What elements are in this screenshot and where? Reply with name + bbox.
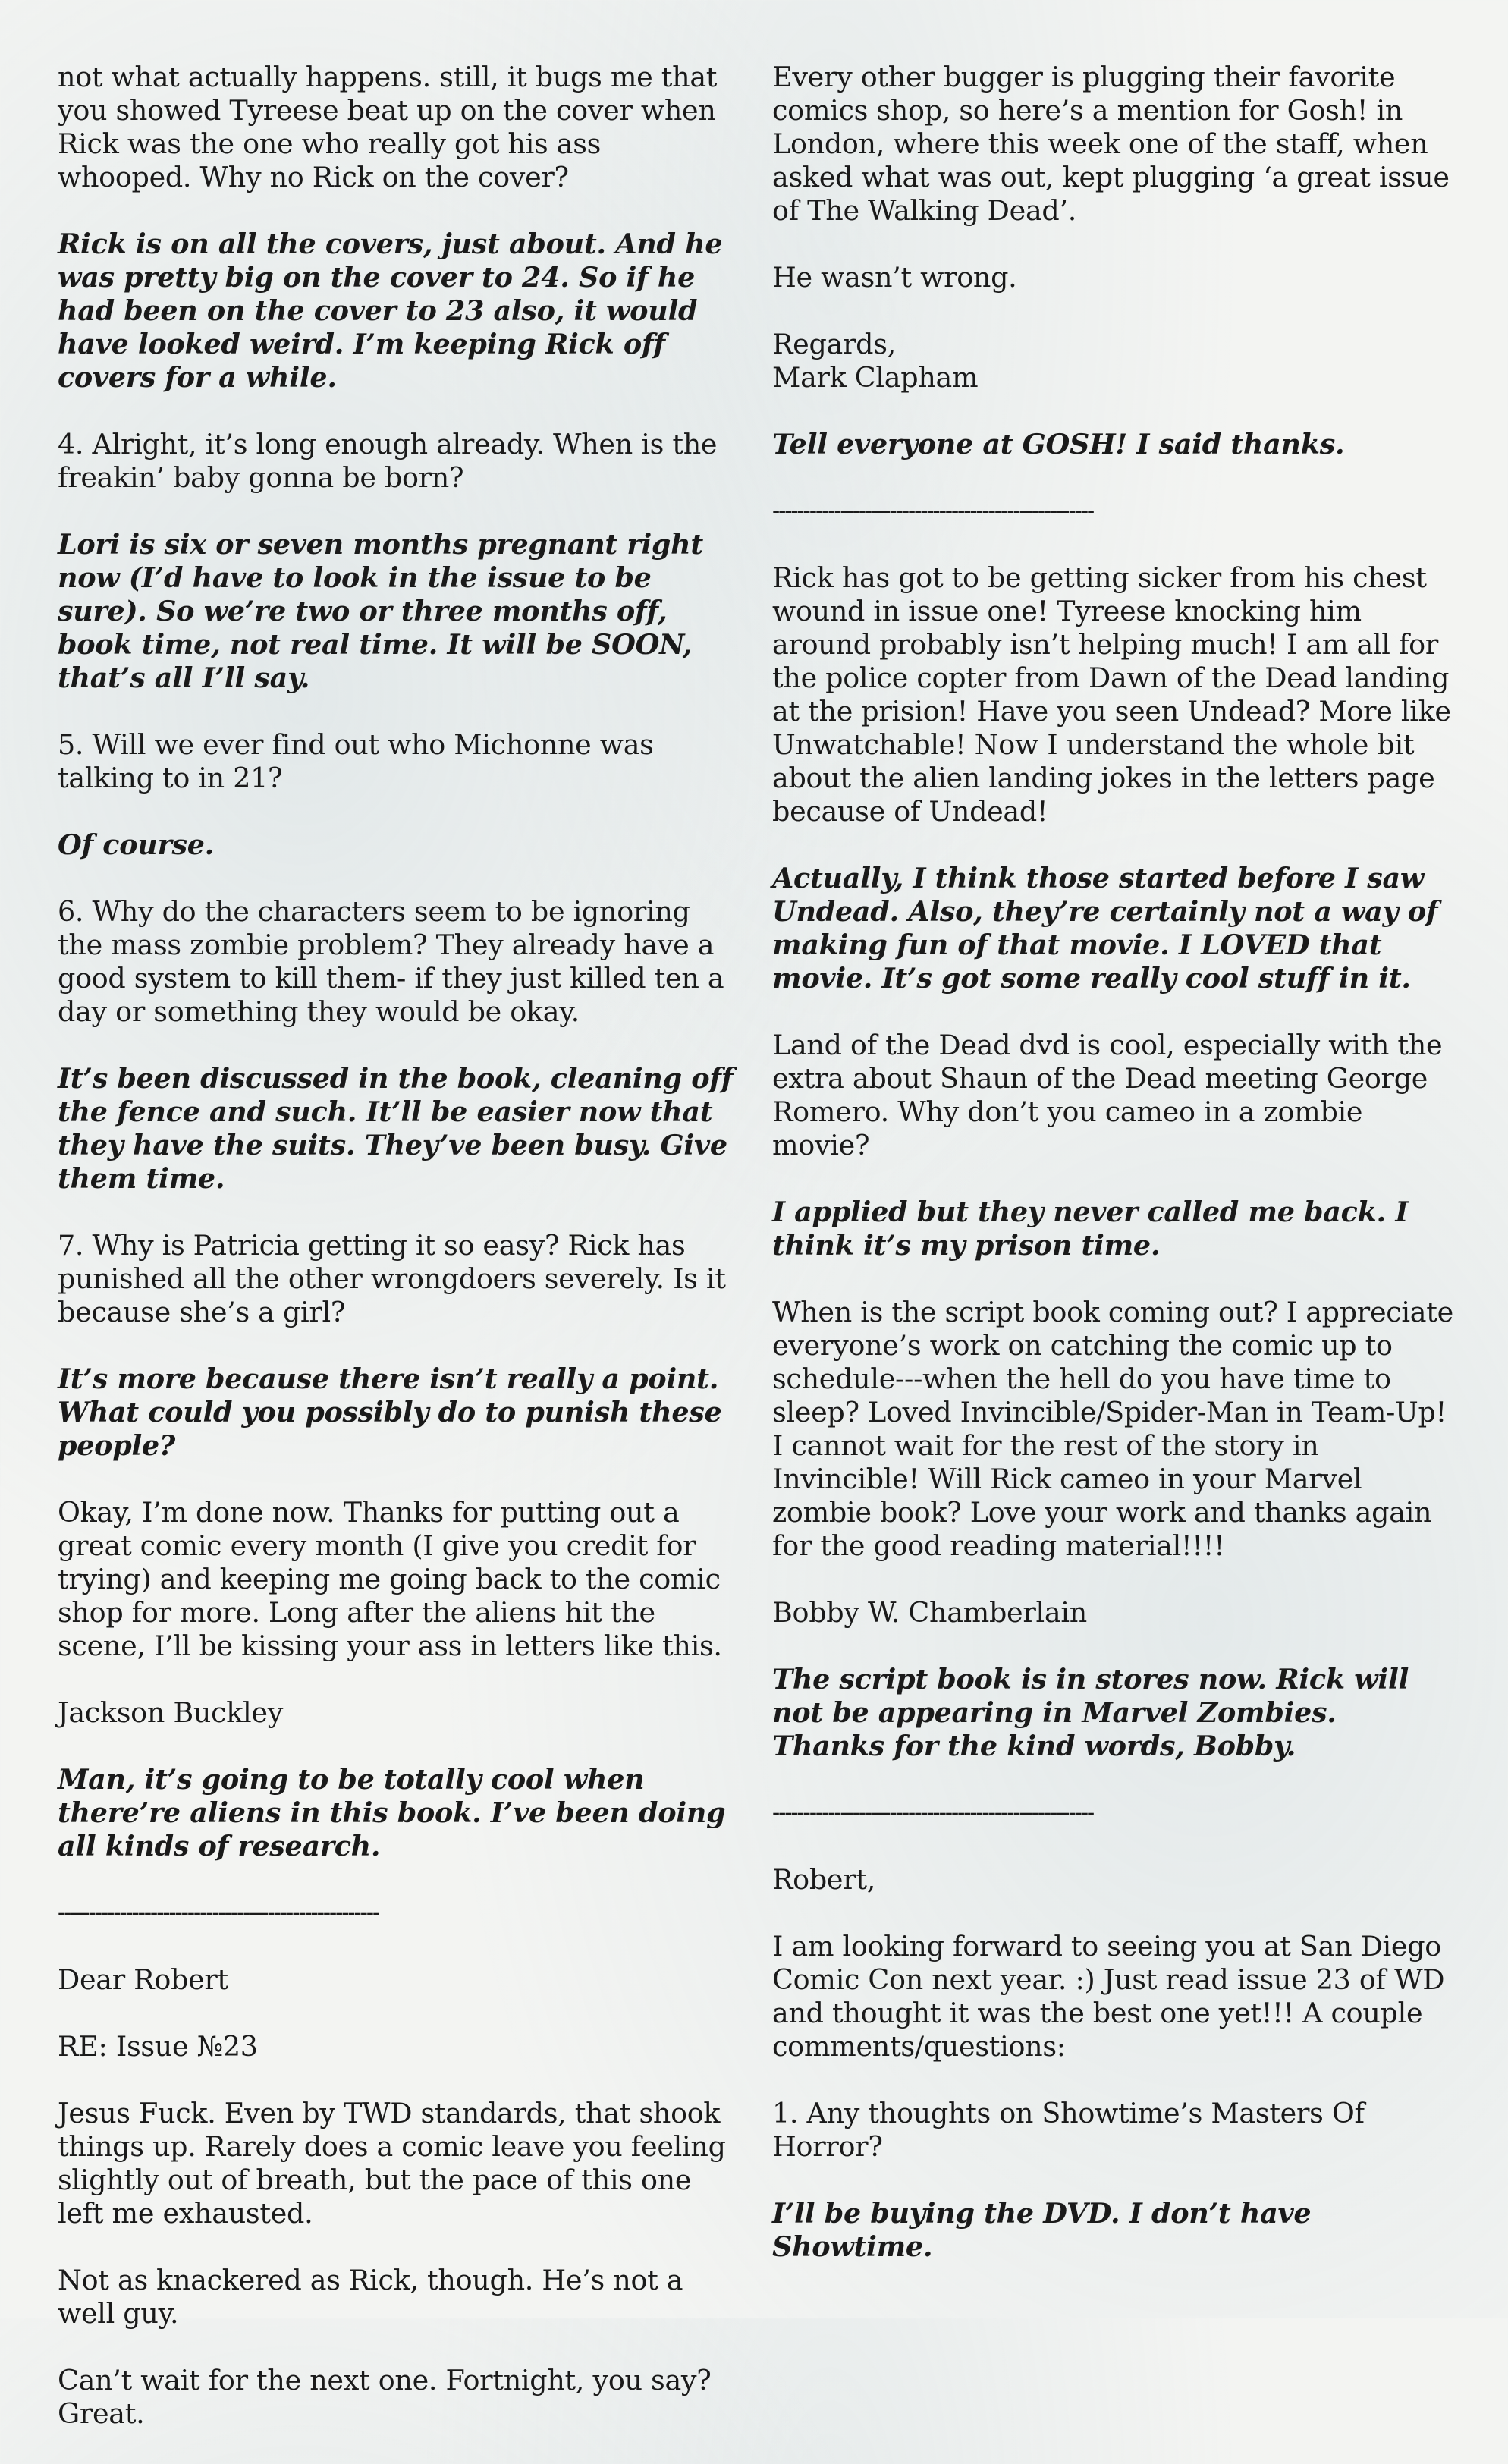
letter-paragraph: Jesus Fuck. Even by TWD standards, that shook things up. Rarely does a comic leave you feeling slightly out of breath, but the pace of this one left me exhausted.	[58, 2097, 726, 2230]
editor-reply: Man, it’s going to be totally cool when there’re aliens in this book. I’ve been doing all kinds of research.	[58, 1763, 726, 1862]
letter-paragraph: Okay, I’m done now. Thanks for putting out a great comic every month (I give you credit for trying) and keeping me going back to the comic shop for more. Long after the aliens hit the scene, I’ll be kissing your ass in letters like this.	[58, 1496, 722, 1662]
editor-reply: I applied but they never called me back. I think it’s my prison time.	[772, 1196, 1409, 1262]
letter-paragraph: Regards,	[772, 328, 896, 360]
letter-paragraph: Rick has got to be getting sicker from his chest wound in issue one! Tyreese knocking him around probably isn’t helping much! I am all for the police copter from Dawn of the Dead landing at the prision! Have you seen Undead? More like Unwatchable! Now I understand the whole bit about the alien landing jokes in the letters page because of Undead!	[772, 561, 1451, 828]
editor-reply: It’s more because there isn’t really a point. What could you possibly do to punish these people?	[58, 1362, 722, 1462]
editor-reply: I’ll be buying the DVD. I don’t have Showtime.	[772, 2197, 1312, 2263]
letter-paragraph: 7. Why is Patricia getting it so easy? Rick has punished all the other wrongdoers severely. Is it because she’s a girl?	[58, 1229, 726, 1328]
letter-paragraph: 4. Alright, it’s long enough already. When is the freakin’ baby gonna be born?	[58, 428, 718, 494]
letter-paragraph: 5. Will we ever find out who Michonne was talking to in 21?	[58, 728, 654, 794]
letter-paragraph: Not as knackered as Rick, though. He’s not a well guy.	[58, 2264, 683, 2330]
letter-paragraph: Bobby W. Chamberlain	[772, 1596, 1087, 1629]
editor-reply: Rick is on all the covers, just about. And he was pretty big on the cover to 24. So if he had been on the cover to 23 also, it would have looked weird. I’m keeping Rick off covers for a while.	[58, 228, 723, 394]
letter-paragraph: RE: Issue №23	[58, 2030, 258, 2063]
editor-reply: Lori is six or seven months pregnant right now (I’d have to look in the issue to be sure). So we’re two or three months off, book time, not real time. It will be SOON, that’s all I’ll say.	[58, 528, 703, 694]
letter-paragraph: When is the script book coming out? I appreciate everyone’s work on catching the comic up to schedule---when the hell do you have time to sleep? Loved Invincible/Spider-Man in Team-Up! I cannot wait for the rest of the story in Invincible! Will Rick cameo in your Marvel zombie book? Love your work and thanks again for the good reading material!!!!	[772, 1296, 1453, 1562]
separator-line: ----------------------------------------------------	[772, 1799, 1094, 1826]
letter-paragraph: 1. Any thoughts on Showtime’s Masters Of Horror?	[772, 2097, 1365, 2163]
letter-paragraph: Can’t wait for the next one. Fortnight, you say? Great.	[58, 2364, 712, 2430]
letter-paragraph: not what actually happens. still, it bugs me that you showed Tyreese beat up on the cover when Rick was the one who really got his ass whooped. Why no Rick on the cover?	[58, 61, 718, 193]
letter-paragraph: Land of the Dead dvd is cool, especially with the extra about Shaun of the Dead meeting George Romero. Why don’t you cameo in a zombie movie?	[772, 1029, 1443, 1161]
letter-paragraph: He wasn’t wrong.	[772, 261, 1017, 294]
letter-paragraph: Dear Robert	[58, 1963, 228, 1996]
separator-line: ----------------------------------------------------	[58, 1900, 379, 1926]
editor-reply: It’s been discussed in the book, cleaning off the fence and such. It’ll be easier now that they have the suits. They’ve been busy. Give them time.	[58, 1062, 734, 1195]
letter-paragraph: Mark Clapham	[772, 361, 979, 394]
separator-line: ----------------------------------------------------	[772, 498, 1094, 524]
letter-paragraph: Jackson Buckley	[58, 1696, 284, 1729]
left-column	[58, 61, 740, 2464]
editor-reply: Tell everyone at GOSH! I said thanks.	[772, 428, 1345, 460]
letter-paragraph: 6. Why do the characters seem to be ignoring the mass zombie problem? They already have a good system to kill them- if they just killed ten a day or something they would be okay.	[58, 895, 724, 1028]
editor-reply: The script book is in stores now. Rick will not be appearing in Marvel Zombies. Thanks for the kind words, Bobby.	[772, 1663, 1409, 1762]
editor-reply: Of course.	[58, 828, 215, 861]
letter-paragraph: I am looking forward to seeing you at San Diego Comic Con next year. :) Just read issue 23 of WD and thought it was the best one yet!!! A couple comments/questions:	[772, 1930, 1445, 2063]
right-column	[772, 61, 1455, 2297]
editor-reply: Actually, I think those started before I saw Undead. Also, they’re certainly not a way of making fun of that movie. I LOVED that movie. It’s got some really cool stuff in it.	[772, 862, 1438, 995]
letter-paragraph: Robert,	[772, 1863, 876, 1896]
letter-paragraph: Every other bugger is plugging their favorite comics shop, so here’s a mention for Gosh! in London, where this week one of the staff, when asked what was out, kept plugging ‘a great issue of The Walking Dead’.	[772, 61, 1450, 227]
